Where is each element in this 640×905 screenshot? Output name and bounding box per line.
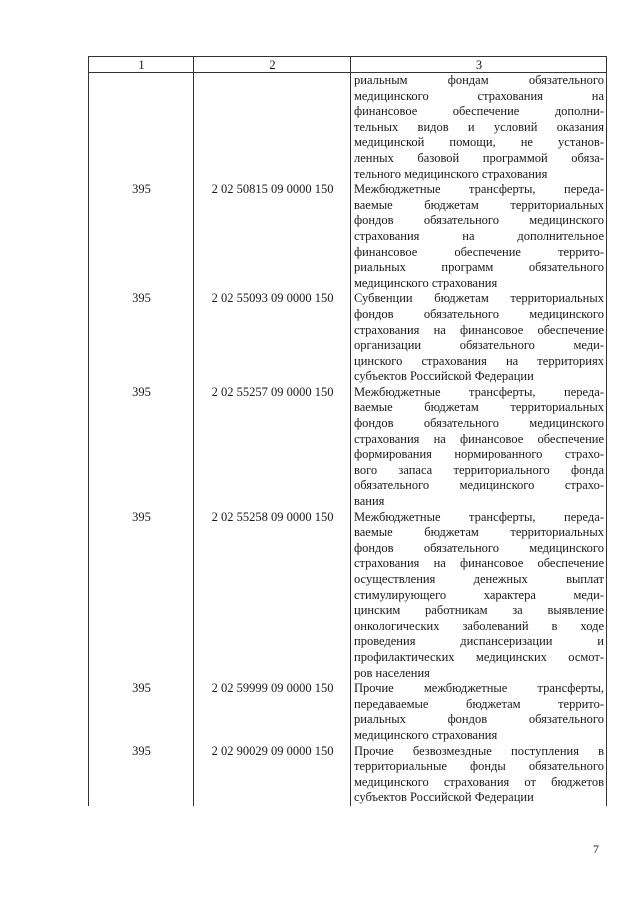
description-line: фондов обязательного медицинского [354, 306, 604, 321]
description-line: фондов обязательного медицинского [354, 213, 604, 228]
description-line: субъектов Российской Федерации [354, 790, 534, 805]
description-line: Межбюджетные трансферты, переда- [354, 509, 604, 524]
description-line: медицинского страхования от бюджетов [354, 774, 604, 789]
description-line: вания [354, 494, 385, 509]
header-col-3: 3 [351, 57, 607, 73]
description-line: цинским работникам за выявление [354, 603, 604, 618]
description-cell [351, 291, 607, 385]
description-line: финансовое обеспечение дополни- [354, 104, 604, 119]
description-line: ваемые бюджетам территориальных [354, 400, 604, 415]
description-line: тельного медицинского страхования [354, 166, 548, 181]
table-row [89, 182, 607, 291]
description-line: профилактических медицинских осмот- [354, 649, 604, 664]
description-line: Межбюджетные трансферты, переда- [354, 384, 604, 399]
description-line: Межбюджетные трансферты, переда- [354, 182, 604, 197]
description-line: страхования на дополнительное [354, 228, 604, 243]
description-line: ленных базовой программой обяза- [354, 150, 604, 165]
table-row [89, 73, 607, 183]
description-cell [351, 510, 607, 682]
description-line: медицинского страхования [354, 727, 498, 742]
description-line: субъектов Российской Федерации [354, 369, 534, 384]
budget-class-code-cell: 2 02 55258 09 0000 150 [194, 510, 351, 682]
budget-class-code-cell [194, 73, 351, 183]
table-row [89, 744, 607, 806]
description-line: ваемые бюджетам территориальных [354, 525, 604, 540]
description-line: тельных видов и условий оказания [354, 119, 604, 134]
description-line: Прочие межбюджетные трансферты, [354, 681, 604, 696]
admin-code-cell: 395 [89, 510, 194, 682]
table-row [89, 681, 607, 743]
header-col-2: 2 [194, 57, 351, 73]
budget-class-code-cell: 2 02 55093 09 0000 150 [194, 291, 351, 385]
admin-code-cell: 395 [89, 744, 194, 806]
table-row [89, 510, 607, 682]
budget-class-code-cell: 2 02 50815 09 0000 150 [194, 182, 351, 291]
description-line: Субвенции бюджетам территориальных [354, 291, 604, 306]
description-line: медицинской помощи, не установ- [354, 135, 604, 150]
description-line: риальным фондам обязательного [354, 73, 604, 87]
description-line: фондов обязательного медицинского [354, 540, 604, 555]
description-line: страхования на финансовое обеспечение [354, 322, 604, 337]
description-line: передаваемые бюджетам террито- [354, 696, 604, 711]
table-row [89, 291, 607, 385]
description-line: страхования на финансовое обеспечение [354, 431, 604, 446]
table-row [89, 385, 607, 510]
description-line: территориальные фонды обязательного [354, 759, 604, 774]
revenue-codes-table [88, 56, 607, 806]
description-cell [351, 681, 607, 743]
description-line: вого запаса территориального фонда [354, 462, 604, 477]
table-body [89, 73, 607, 806]
description-line: обязательного медицинского страхо- [354, 478, 604, 493]
description-line: проведения диспансеризации и [354, 634, 604, 649]
description-line: организации обязательного меди- [354, 338, 604, 353]
description-line: фондов обязательного медицинского [354, 416, 604, 431]
description-line: формирования нормированного страхо- [354, 447, 604, 462]
description-cell [351, 182, 607, 291]
admin-code-cell: 395 [89, 291, 194, 385]
description-line: стимулирующего характера меди- [354, 587, 604, 602]
description-line: Прочие безвозмездные поступления в [354, 743, 604, 758]
budget-class-code-cell: 2 02 59999 09 0000 150 [194, 681, 351, 743]
header-col-1: 1 [89, 57, 194, 73]
admin-code-cell: 395 [89, 385, 194, 510]
admin-code-cell [89, 73, 194, 183]
description-line: медицинского страхования [354, 275, 498, 290]
admin-code-cell: 395 [89, 182, 194, 291]
description-line: онкологических заболеваний в ходе [354, 618, 604, 633]
description-line: финансовое обеспечение террито- [354, 244, 604, 259]
description-line: медицинского страхования на [354, 88, 604, 103]
description-line: ваемые бюджетам территориальных [354, 197, 604, 212]
description-line: цинского страхования на территориях [354, 353, 604, 368]
description-cell [351, 73, 607, 183]
description-cell [351, 385, 607, 510]
description-line: осуществления денежных выплат [354, 572, 604, 586]
header-row [89, 57, 607, 73]
budget-class-code-cell: 2 02 55257 09 0000 150 [194, 385, 351, 510]
budget-class-code-cell: 2 02 90029 09 0000 150 [194, 744, 351, 806]
description-line: ров населения [354, 665, 430, 680]
description-line: страхования на финансовое обеспечение [354, 556, 604, 571]
description-line: риальных программ обязательного [354, 260, 604, 275]
description-line: риальных фондов обязательного [354, 712, 604, 727]
admin-code-cell: 395 [89, 681, 194, 743]
description-cell [351, 744, 607, 806]
page-number: 7 [593, 842, 599, 856]
table-header [89, 57, 607, 73]
